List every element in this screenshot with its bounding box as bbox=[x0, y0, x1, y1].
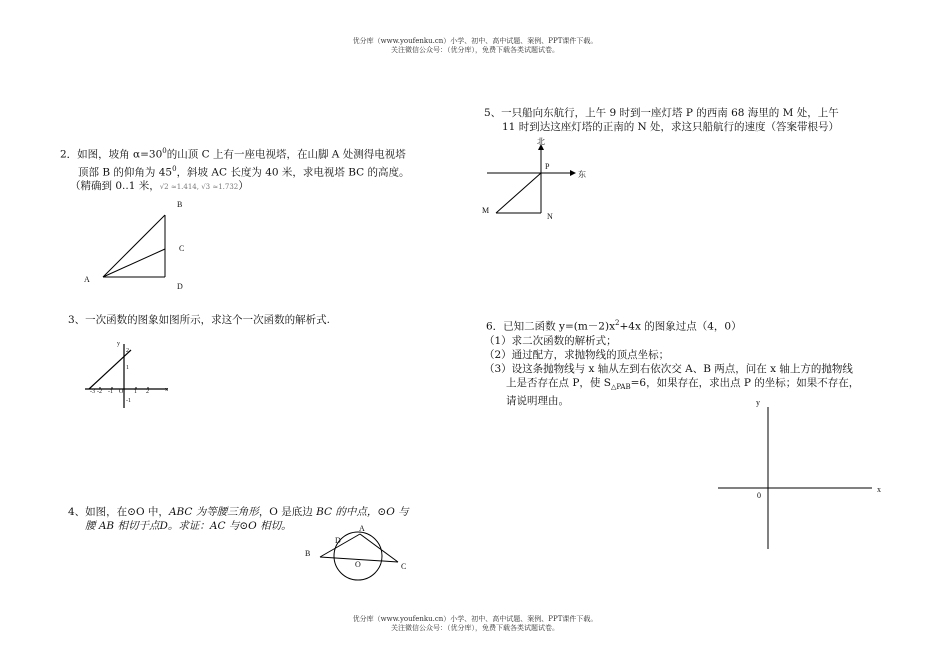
q2-label-b: B bbox=[177, 200, 183, 209]
q3-tick-n1: -1 bbox=[108, 389, 113, 395]
q3-tick-n2: -2 bbox=[97, 389, 102, 395]
q6-x-axis-label: x bbox=[877, 485, 881, 494]
q3-y-label: y bbox=[117, 341, 120, 347]
q6-line-1: 6．已知二函数 $y=(m-2)x^2+4x$ 的图象过点（4，0） bbox=[486, 319, 742, 333]
q6-line-6: 请说明理由。 bbox=[506, 394, 569, 407]
q6-y-axis-label: y bbox=[756, 398, 760, 407]
q3-ytick-n1: -1 bbox=[126, 398, 131, 404]
q3-x-label: x bbox=[165, 387, 168, 393]
q3-ytick-2: 2 bbox=[126, 348, 129, 354]
q4-line-1: 4、如图，在⊙O 中，ABC 为等腰三角形，O 是底边 BC 的中点，⊙O 与 bbox=[68, 506, 409, 518]
q2-label-d: D bbox=[177, 282, 183, 291]
footer-line-2: 关注微信公众号：（优分库），免费下载各类试题试卷。 bbox=[391, 624, 559, 632]
q4-label-o: O bbox=[355, 560, 361, 569]
q3-tick-n3: -3 bbox=[90, 389, 95, 395]
q6-line-5: 上是否存在点 P，使 $S_{\triangle PAB}=6$，如果存在，求出点 P 的坐标；如果不存在， bbox=[506, 376, 860, 391]
q6-origin-label: 0 bbox=[757, 491, 761, 500]
q5-label-n: N bbox=[547, 212, 553, 221]
q4-line-2: 腰 AB 相切于点D。求证：AC 与⊙O 相切。 bbox=[85, 520, 292, 532]
header-line-2: 关注微信公众号：（优分库），免费下载各类试题试卷。 bbox=[391, 46, 559, 54]
page-footer bbox=[0, 615, 950, 633]
q3-origin-label: O bbox=[119, 389, 124, 395]
q6-line-2: （1）求二次函数的解析式； bbox=[484, 334, 617, 347]
header-line-1: 优分库（www.youfenku.cn）小学、初中、高中试题、案例、PPT课件下载。 bbox=[352, 37, 598, 45]
q4-label-a: A bbox=[359, 524, 365, 533]
q4-label-b: B bbox=[305, 549, 311, 558]
q5-line-2: 11 时到达这座灯塔的正南的 N 处，求这只船航行的速度（答案带根号） bbox=[502, 121, 840, 133]
q3-ytick-1: 1 bbox=[126, 365, 129, 371]
q5-label-p: P bbox=[545, 162, 550, 171]
q4-label-d: D bbox=[335, 536, 341, 545]
q2-label-c: C bbox=[179, 244, 185, 253]
q5-label-m: M bbox=[482, 206, 490, 215]
q6-line-4: （3）设这条抛物线与 x 轴从左到右依次交 A、B 两点，问在 x 轴上方的抛物线 bbox=[484, 362, 853, 375]
q5-north-label: 北 bbox=[537, 137, 545, 146]
question-3: 3、一次函数的图象如图所示，求这个一次函数的解析式. bbox=[68, 314, 331, 326]
q2-line-2: 顶部 B 的仰角为 $45^0$，斜坡 AC 长度为 40 米，求电视塔 BC 的高度。 bbox=[78, 164, 410, 178]
q2-label-a: A bbox=[84, 275, 90, 284]
q6-line-3: （2）通过配方，求抛物线的顶点坐标； bbox=[484, 348, 670, 361]
footer-line-1: 优分库（www.youfenku.cn）小学、初中、高中试题、案例、PPT课件下载。 bbox=[352, 615, 598, 623]
q2-line-1: 2．如图，坡角 $\alpha=30^0$的山顶 C 上有一座电视塔，在山脚 A 处测得电视塔 bbox=[60, 147, 406, 161]
q2-line-3: （精确到 0..1 米，√2 ≈1.414, √3 ≈1.732） bbox=[70, 180, 249, 192]
q3-tick-p1: 1 bbox=[134, 389, 137, 395]
q5-line-1: 5、一只船向东航行，上午 9 时到一座灯塔 P 的西南 68 海里的 M 处，上午 bbox=[484, 107, 839, 119]
q5-east-label: 东 bbox=[578, 170, 586, 179]
q4-label-c: C bbox=[401, 562, 407, 571]
q3-tick-p2: 2 bbox=[146, 389, 149, 395]
